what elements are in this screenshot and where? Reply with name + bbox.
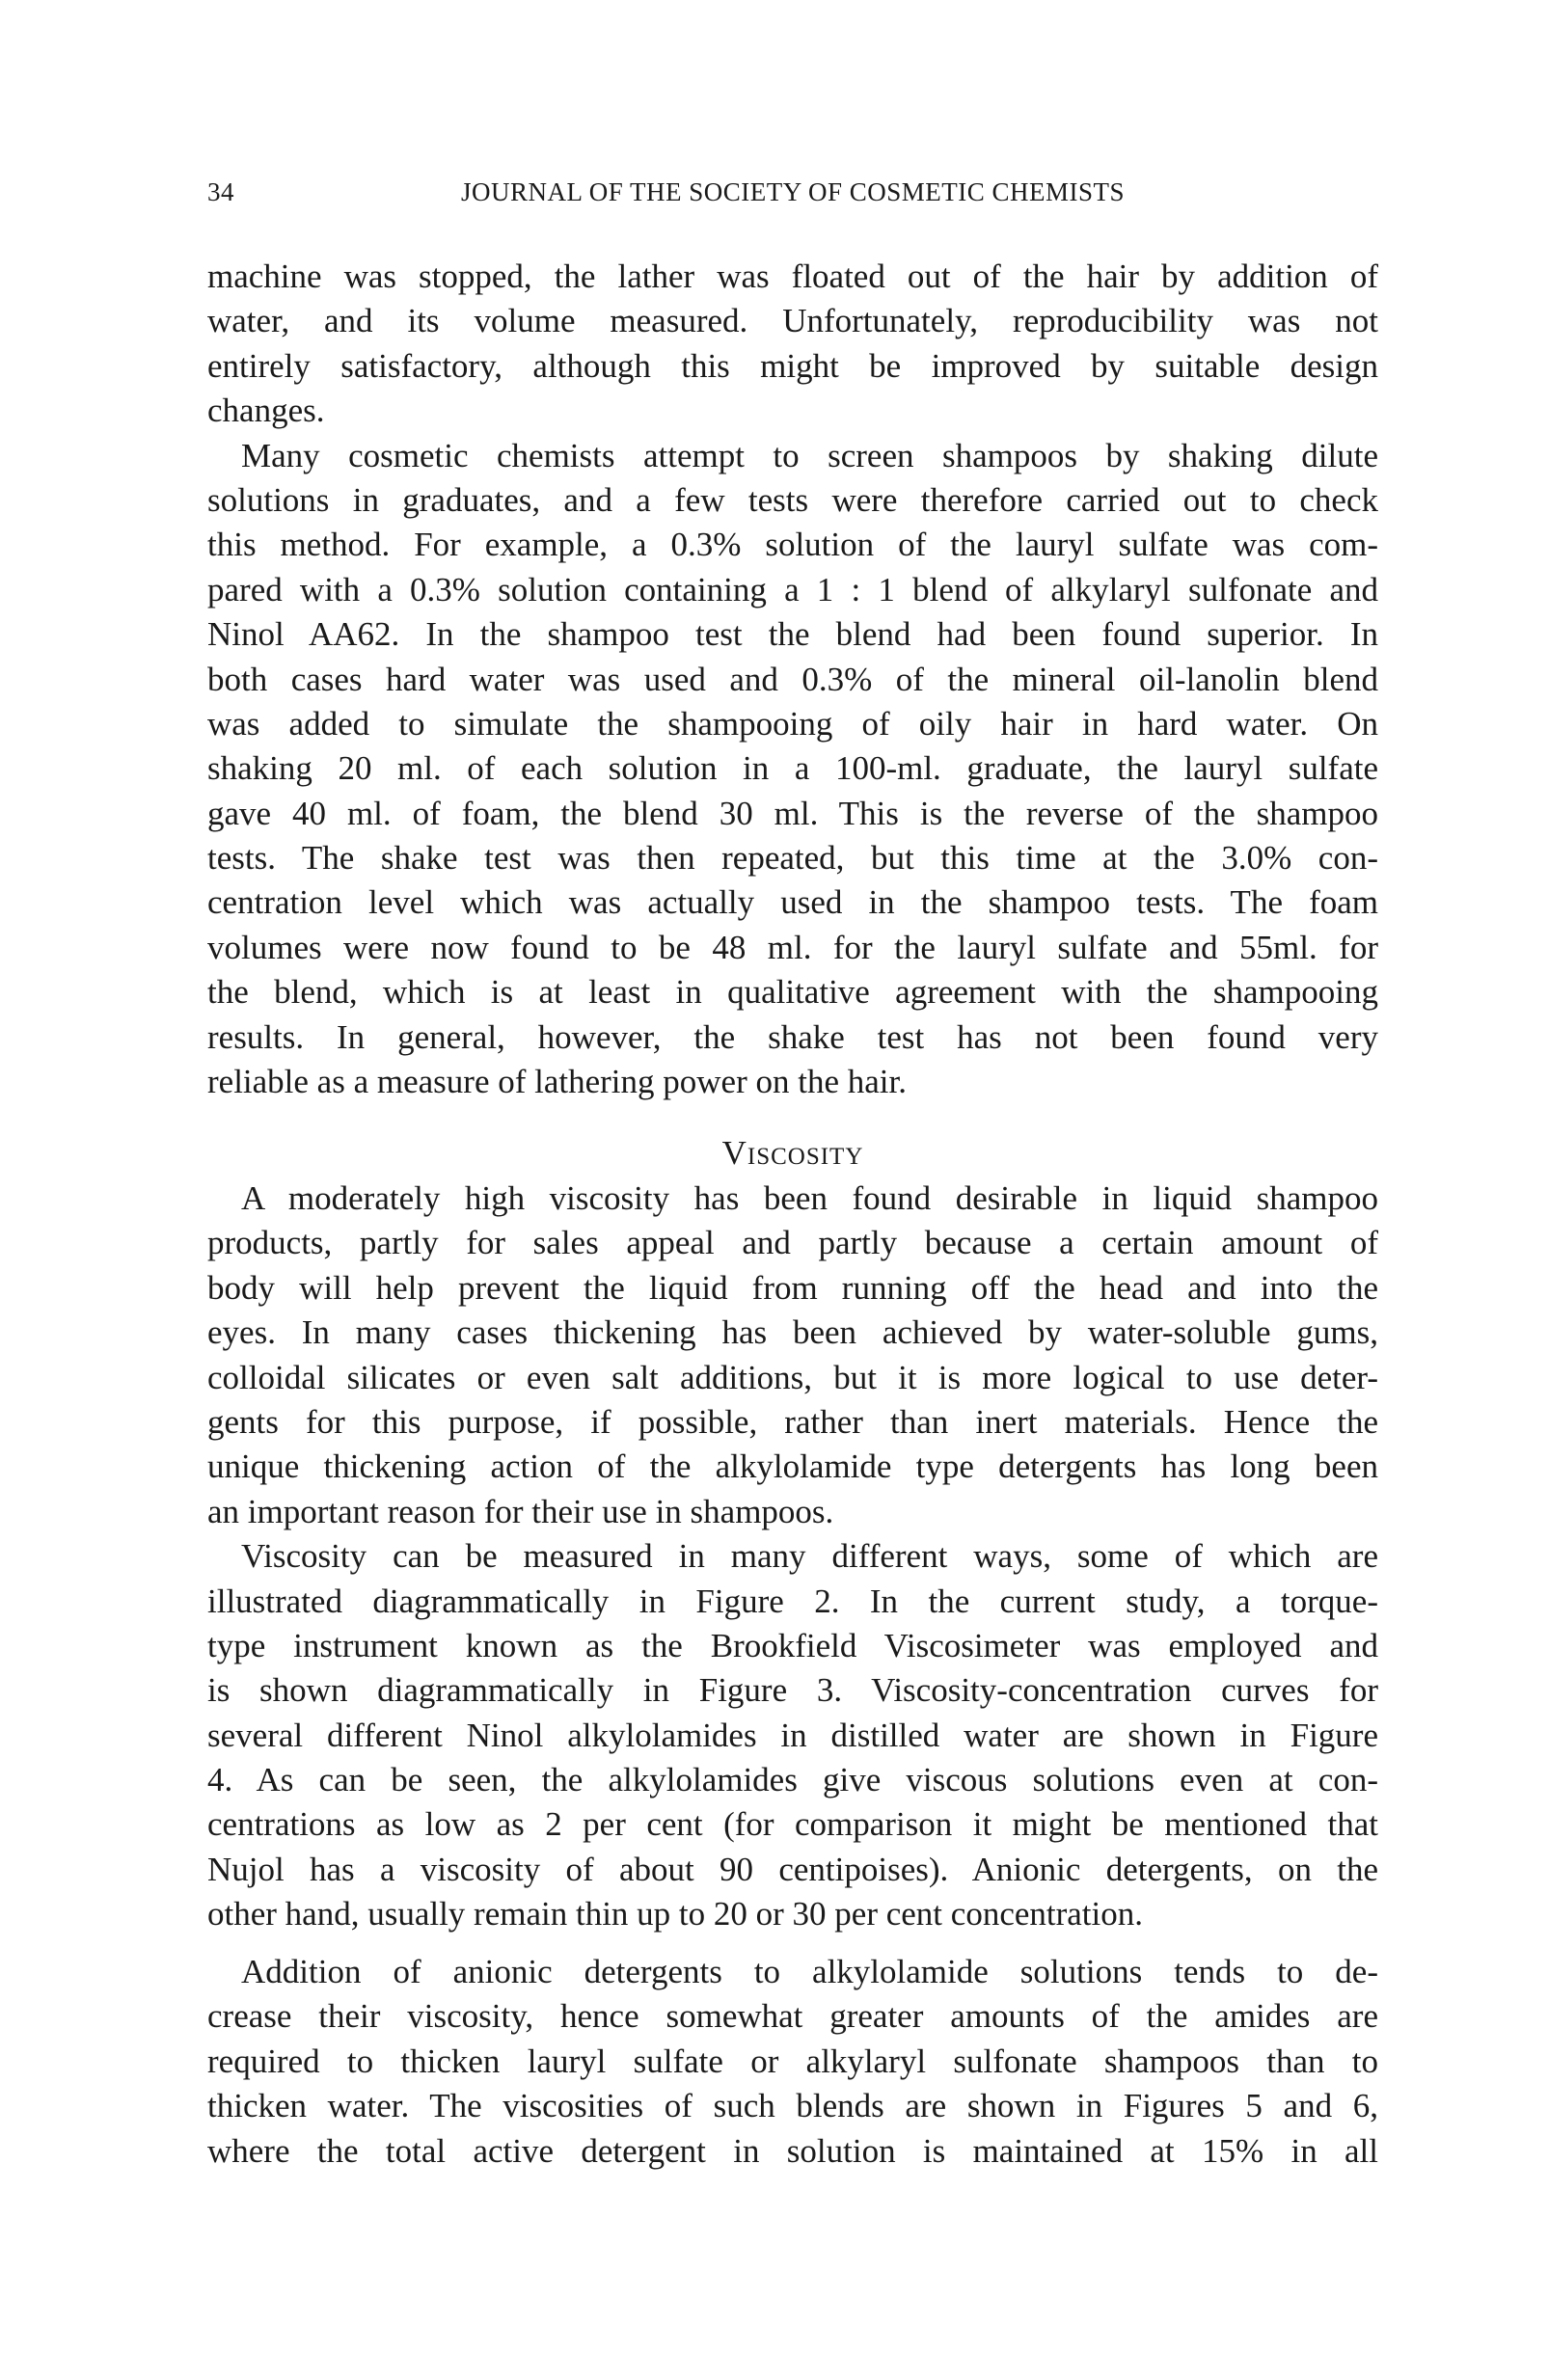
text-line: machine was stopped, the lather was floated out of the hair by addition of <box>207 257 1378 295</box>
text-line: Many cosmetic chemists attempt to screen shampoos by shaking dilute <box>241 436 1378 474</box>
paragraph <box>207 434 1378 1105</box>
text-line: gents for this purpose, if possible, rather than inert materials. Hence the <box>207 1402 1378 1441</box>
text-line: entirely satisfactory, although this might be improved by suitable design <box>207 346 1378 385</box>
text-line: eyes. In many cases thickening has been achieved by water-soluble gums, <box>207 1313 1378 1352</box>
text-line: A moderately high viscosity has been found desirable in liquid shampoo <box>241 1179 1378 1217</box>
text-line: tests. The shake test was then repeated, but this time at the 3.0% con- <box>207 839 1378 878</box>
text-line: the blend, which is at least in qualitative agreement with the shampooing <box>207 973 1378 1012</box>
section-heading-viscosity: Viscosity <box>721 1134 864 1172</box>
running-header <box>207 172 1378 214</box>
text-line: required to thicken lauryl sulfate or alkylaryl sulfonate shampoos than to <box>207 2042 1378 2080</box>
text-line: body will help prevent the liquid from running off the head and into the <box>207 1268 1378 1307</box>
text-line: reliable as a measure of lathering power on the hair. <box>207 1063 907 1101</box>
text-line: shaking 20 ml. of each solution in a 100-ml. graduate, the lauryl sulfate <box>207 749 1378 788</box>
paragraph <box>207 1950 1378 2174</box>
text-line: crease their viscosity, hence somewhat greater amounts of the amides are <box>207 1997 1378 2036</box>
text-line: other hand, usually remain thin up to 20 or 30 per cent concentration. <box>207 1895 1144 1934</box>
text-block-shake-test <box>207 255 1378 1104</box>
text-line: Ninol AA62. In the shampoo test the blend had been found superior. In <box>207 615 1378 654</box>
text-line: colloidal silicates or even salt additions, but it is more logical to use deter- <box>207 1358 1378 1396</box>
text-line: centration level which was actually used in the shampoo tests. The foam <box>207 883 1378 922</box>
text-line: gave 40 ml. of foam, the blend 30 ml. This is the reverse of the shampoo <box>207 794 1378 832</box>
text-line: results. In general, however, the shake test has not been found very <box>207 1017 1378 1056</box>
text-line: was added to simulate the shampooing of oily hair in hard water. On <box>207 704 1378 743</box>
paragraph <box>207 255 1378 434</box>
text-line: centrations as low as 2 per cent (for comparison it might be mentioned that <box>207 1805 1378 1844</box>
page-number: 34 <box>207 177 234 206</box>
text-line: several different Ninol alkylolamides in distilled water are shown in Figure <box>207 1716 1378 1754</box>
paragraph <box>207 1534 1378 1937</box>
text-line: Viscosity can be measured in many different ways, some of which are <box>241 1537 1378 1576</box>
text-line: both cases hard water was used and 0.3% of the mineral oil-lanolin blend <box>207 660 1378 698</box>
text-line: thicken water. The viscosities of such blends are shown in Figures 5 and 6, <box>207 2087 1378 2125</box>
text-line: illustrated diagrammatically in Figure 2. In the current study, a torque- <box>207 1582 1378 1620</box>
text-line: an important reason for their use in shampoos. <box>207 1492 834 1530</box>
text-line: unique thickening action of the alkylolamide type detergents has long been <box>207 1447 1378 1486</box>
text-line: volumes were now found to be 48 ml. for the lauryl sulfate and 55ml. for <box>207 928 1378 966</box>
text-block-viscosity <box>207 1176 1378 1937</box>
text-line: 4. As can be seen, the alkylolamides give viscous solutions even at con- <box>207 1761 1378 1799</box>
text-line: changes. <box>207 392 325 430</box>
text-line: is shown diagrammatically in Figure 3. Viscosity-concentration curves for <box>207 1671 1378 1710</box>
paragraph <box>207 1176 1378 1534</box>
text-line: solutions in graduates, and a few tests were therefore carried out to check <box>207 480 1378 519</box>
text-line: Nujol has a viscosity of about 90 centipoises). Anionic detergents, on the <box>207 1850 1378 1888</box>
text-line: Addition of anionic detergents to alkylolamide solutions tends to de- <box>241 1953 1378 1990</box>
text-line: water, and its volume measured. Unfortunately, reproducibility was not <box>207 302 1378 340</box>
text-line: pared with a 0.3% solution containing a 1 : 1 blend of alkylaryl sulfonate and <box>207 570 1378 609</box>
text-line: where the total active detergent in solution is maintained at 15% in all <box>207 2131 1378 2170</box>
text-line: this method. For example, a 0.3% solution of the lauryl sulfate was com- <box>207 526 1378 564</box>
running-title: JOURNAL OF THE SOCIETY OF COSMETIC CHEMISTS <box>460 177 1126 206</box>
text-line: type instrument known as the Brookfield Viscosimeter was employed and <box>207 1626 1378 1664</box>
text-line: products, partly for sales appeal and partly because a certain amount of <box>207 1224 1378 1262</box>
text-block-anionic-addition <box>207 1950 1378 2174</box>
